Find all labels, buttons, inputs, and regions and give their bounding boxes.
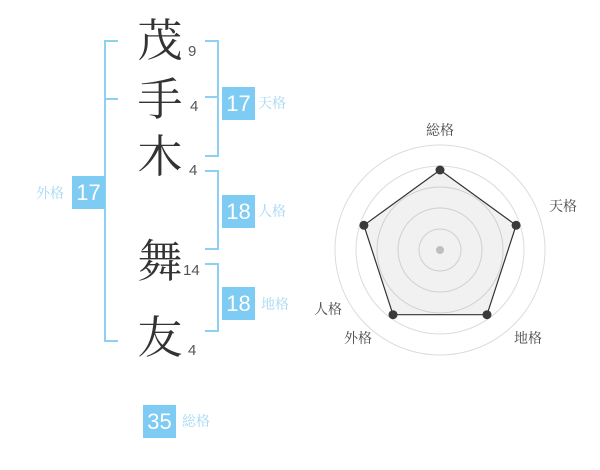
bracket-tick [205, 155, 217, 157]
name-char: 友 [137, 312, 183, 363]
jinkaku-bracket [205, 170, 219, 250]
bracket-tick [106, 98, 118, 100]
tenkaku-label: 天格 [258, 95, 286, 111]
radar-data-point [436, 166, 445, 175]
radar-axis-label: 総格 [426, 122, 454, 138]
stroke-count: 9 [188, 43, 197, 60]
chikaku-bracket [205, 263, 219, 332]
radar-axis-label: 外格 [344, 330, 372, 346]
radar-data-point [512, 221, 521, 230]
bracket-tick [106, 340, 118, 342]
bracket-tick [205, 263, 217, 265]
bracket-tick [106, 40, 118, 42]
radar-data-point [483, 310, 492, 319]
tenkaku-value: 17 [226, 90, 251, 116]
soukaku-value: 35 [147, 408, 172, 434]
jinkaku-value: 18 [226, 198, 251, 224]
gaikaku-badge [72, 176, 105, 209]
bracket-tick [205, 248, 217, 250]
name-char: 舞 [137, 236, 183, 287]
name-char: 木 [137, 131, 183, 182]
soukaku-badge [143, 405, 176, 438]
jinkaku-badge [222, 195, 255, 228]
bracket-tick [205, 40, 217, 42]
gaikaku-bracket [104, 40, 118, 342]
radar-data-point [359, 221, 368, 230]
radar-axis-label: 天格 [549, 198, 577, 214]
radar-data-polygon [364, 170, 516, 315]
radar-data-point [389, 310, 398, 319]
stroke-count: 4 [190, 98, 199, 115]
tenkaku-badge [222, 87, 255, 120]
stroke-count: 4 [189, 162, 198, 179]
stroke-count: 14 [183, 262, 200, 279]
tenkaku-bracket [205, 40, 219, 157]
chikaku-label: 地格 [261, 296, 289, 312]
stroke-count: 4 [188, 342, 197, 359]
radar-axis-label: 人格 [314, 301, 342, 317]
jinkaku-label: 人格 [258, 203, 286, 219]
bracket-tick [205, 170, 217, 172]
bracket-tick [205, 96, 217, 98]
soukaku-label: 総格 [182, 413, 210, 429]
gaikaku-label: 外格 [36, 185, 64, 201]
name-char: 手 [137, 74, 183, 125]
name-char: 茂 [137, 15, 183, 66]
bracket-tick [205, 330, 217, 332]
gaikaku-value: 17 [76, 179, 101, 205]
chikaku-value: 18 [226, 290, 251, 316]
radar-chart [290, 100, 600, 380]
radar-axis-label: 地格 [514, 330, 542, 346]
chikaku-badge [222, 287, 255, 320]
